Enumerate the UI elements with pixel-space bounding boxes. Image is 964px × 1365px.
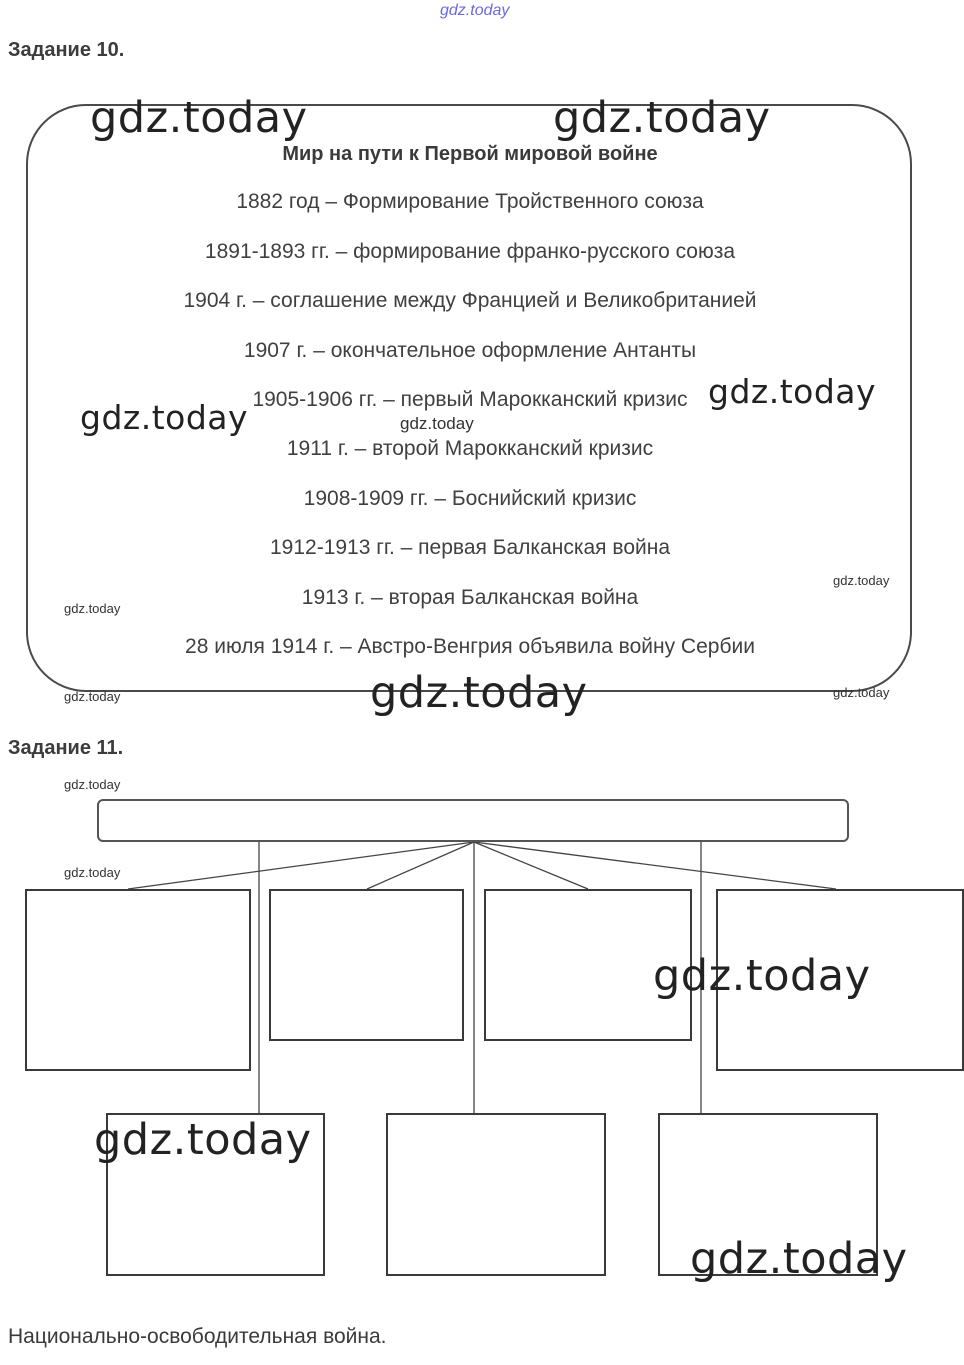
watermark: gdz.today — [553, 93, 771, 143]
task-10-heading: Задание 10. — [8, 39, 125, 61]
timeline-event: 1907 г. – окончательное оформление Антанты — [243, 339, 697, 362]
watermark: gdz.today — [64, 689, 121, 704]
timeline-event: 1904 г. – соглашение между Францией и Великобританией — [183, 289, 757, 312]
watermark: gdz.today — [370, 668, 588, 718]
watermark: gdz.today — [64, 777, 121, 792]
watermark: gdz.today — [708, 372, 877, 411]
footer-answer-text: Национально-освободительная война. — [8, 1325, 387, 1348]
watermark: gdz.today — [64, 865, 121, 880]
timeline-event: 1911 г. – второй Марокканский кризис — [286, 437, 654, 460]
timeline-event: 1891-1893 гг. – формирование франко-русского союза — [204, 240, 736, 263]
watermark: gdz.today — [80, 398, 249, 437]
watermark: gdz.today — [90, 93, 308, 143]
watermark: gdz.today — [833, 573, 890, 588]
task-11-heading: Задание 11. — [8, 737, 124, 759]
timeline-event: 1905-1906 гг. – первый Марокканский кризис — [252, 388, 688, 411]
watermark: gdz.today — [400, 414, 474, 433]
watermark: gdz.today — [690, 1234, 908, 1284]
watermark: gdz.today — [833, 685, 890, 700]
watermark: gdz.today — [653, 951, 871, 1001]
watermark-top: gdz.today — [440, 2, 510, 19]
timeline-event: 1912-1913 гг. – первая Балканская война — [269, 536, 670, 559]
timeline-event: 28 июля 1914 г. – Австро-Венгрия объявила войну Сербии — [185, 635, 755, 658]
diagram-top-box[interactable] — [97, 799, 849, 842]
watermark: gdz.today — [94, 1115, 312, 1165]
watermark: gdz.today — [64, 601, 121, 616]
timeline-title: Мир на пути к Первой мировой войне — [282, 143, 658, 165]
timeline-event: 1908-1909 гг. – Боснийский кризис — [303, 487, 637, 510]
timeline-event: 1882 год – Формирование Тройственного союза — [236, 190, 704, 213]
diagram-box[interactable] — [25, 889, 251, 1071]
diagram-box[interactable] — [269, 889, 464, 1041]
timeline-event: 1913 г. – вторая Балканская война — [301, 586, 639, 609]
diagram-box[interactable] — [386, 1113, 606, 1276]
